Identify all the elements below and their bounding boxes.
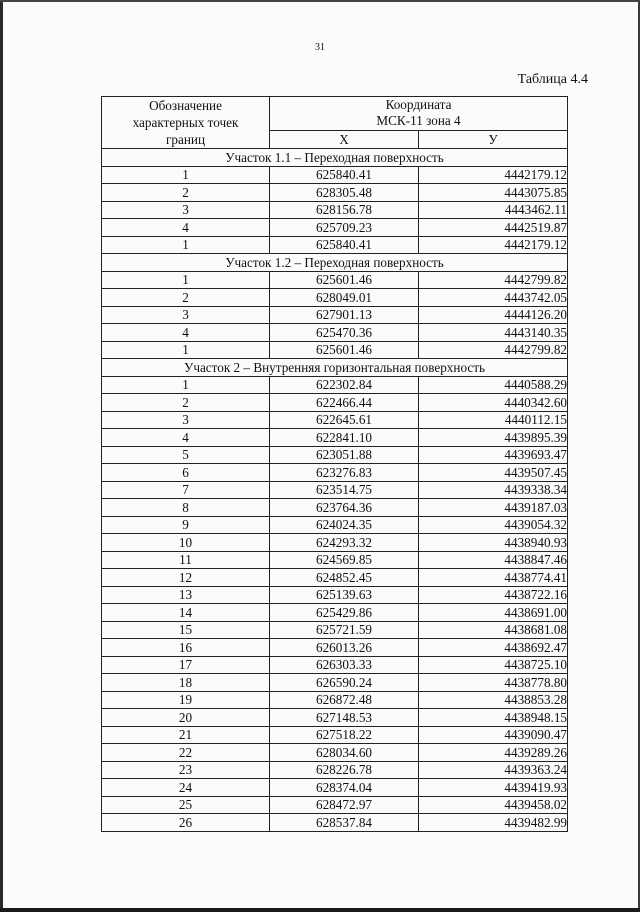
x-coordinate: 625429.86: [270, 604, 419, 622]
y-coordinate: 4439090.47: [419, 726, 568, 744]
x-coordinate: 626872.48: [270, 691, 419, 709]
x-coordinate: 624569.85: [270, 551, 419, 569]
page-number: 31: [315, 42, 325, 53]
section-title: Участок 2 – Внутренняя горизонтальная поверхность: [102, 359, 568, 377]
point-number: 26: [102, 814, 270, 832]
point-number: 7: [102, 481, 270, 499]
section-row: [102, 149, 568, 167]
table-row: [102, 551, 568, 569]
point-number: 1: [102, 236, 270, 254]
table-row: [102, 481, 568, 499]
table-row: [102, 761, 568, 779]
y-coordinate: 4438847.46: [419, 551, 568, 569]
point-number: 22: [102, 744, 270, 762]
y-coordinate: 4438948.15: [419, 709, 568, 727]
point-number: 23: [102, 761, 270, 779]
table-row: [102, 219, 568, 237]
x-coordinate: 624852.45: [270, 569, 419, 587]
y-coordinate: 4443462.11: [419, 201, 568, 219]
y-coordinate: 4438681.08: [419, 621, 568, 639]
y-coordinate: 4439693.47: [419, 446, 568, 464]
y-coordinate: 4442799.82: [419, 341, 568, 359]
x-coordinate: 626303.33: [270, 656, 419, 674]
point-number: 5: [102, 446, 270, 464]
point-number: 18: [102, 674, 270, 692]
point-number: 3: [102, 201, 270, 219]
table-row: [102, 744, 568, 762]
table-row: [102, 779, 568, 797]
point-number: 19: [102, 691, 270, 709]
y-coordinate: 4442179.12: [419, 236, 568, 254]
table-row: [102, 499, 568, 517]
point-number: 12: [102, 569, 270, 587]
table-row: [102, 166, 568, 184]
table-row: [102, 324, 568, 342]
point-number: 3: [102, 411, 270, 429]
scan-border-bottom: [0, 908, 640, 912]
table-row: [102, 814, 568, 832]
table-row: [102, 674, 568, 692]
x-coordinate: 624024.35: [270, 516, 419, 534]
x-coordinate: 625709.23: [270, 219, 419, 237]
y-coordinate: 4438725.10: [419, 656, 568, 674]
table-row: [102, 306, 568, 324]
point-number: 2: [102, 289, 270, 307]
x-coordinate: 625721.59: [270, 621, 419, 639]
x-coordinate: 628374.04: [270, 779, 419, 797]
table-row: [102, 691, 568, 709]
x-coordinate: 626013.26: [270, 639, 419, 657]
y-coordinate: 4442519.87: [419, 219, 568, 237]
y-coordinate: 4440112.15: [419, 411, 568, 429]
y-coordinate: 4439187.03: [419, 499, 568, 517]
x-coordinate: 626590.24: [270, 674, 419, 692]
table-row: [102, 184, 568, 202]
table-row: [102, 376, 568, 394]
y-coordinate: 4438722.16: [419, 586, 568, 604]
y-coordinate: 4439419.93: [419, 779, 568, 797]
header-row: [102, 97, 568, 131]
table-row: [102, 411, 568, 429]
point-number: 24: [102, 779, 270, 797]
point-number: 2: [102, 184, 270, 202]
designation-line: границ: [165, 132, 206, 147]
x-column-header: X: [270, 130, 419, 148]
y-coordinate: 4438774.41: [419, 569, 568, 587]
y-coordinate: 4439895.39: [419, 429, 568, 447]
y-coordinate: 4444126.20: [419, 306, 568, 324]
section-title: Участок 1.1 – Переходная поверхность: [102, 149, 568, 167]
point-number: 9: [102, 516, 270, 534]
table-row: [102, 586, 568, 604]
coordinates-table: [101, 96, 568, 832]
table-row: [102, 464, 568, 482]
y-coordinate: 4438778.80: [419, 674, 568, 692]
section-row: [102, 254, 568, 272]
x-coordinate: 623276.83: [270, 464, 419, 482]
y-column-header: У: [419, 130, 568, 148]
table-row: [102, 639, 568, 657]
x-coordinate: 628305.48: [270, 184, 419, 202]
y-coordinate: 4439363.24: [419, 761, 568, 779]
x-coordinate: 628472.97: [270, 796, 419, 814]
point-number: 4: [102, 219, 270, 237]
point-number: 25: [102, 796, 270, 814]
table-row: [102, 516, 568, 534]
table-row: [102, 796, 568, 814]
y-coordinate: 4443140.35: [419, 324, 568, 342]
table-row: [102, 604, 568, 622]
table-header: [102, 97, 568, 149]
point-number: 1: [102, 271, 270, 289]
y-coordinate: 4438940.93: [419, 534, 568, 552]
table-row: [102, 656, 568, 674]
designation-header: [102, 97, 270, 149]
x-coordinate: 622645.61: [270, 411, 419, 429]
x-coordinate: 628049.01: [270, 289, 419, 307]
table-row: [102, 341, 568, 359]
x-coordinate: 622841.10: [270, 429, 419, 447]
point-number: 21: [102, 726, 270, 744]
point-number: 4: [102, 429, 270, 447]
section-row: [102, 359, 568, 377]
point-number: 2: [102, 394, 270, 412]
table-row: [102, 429, 568, 447]
coordinate-line: Координата: [385, 97, 452, 113]
scan-border-top: [0, 0, 640, 2]
x-coordinate: 627518.22: [270, 726, 419, 744]
x-coordinate: 628537.84: [270, 814, 419, 832]
point-number: 15: [102, 621, 270, 639]
y-coordinate: 4439338.34: [419, 481, 568, 499]
table-row: [102, 534, 568, 552]
y-coordinate: 4440588.29: [419, 376, 568, 394]
table-row: [102, 271, 568, 289]
x-coordinate: 623051.88: [270, 446, 419, 464]
point-number: 11: [102, 551, 270, 569]
x-coordinate: 625470.36: [270, 324, 419, 342]
coordinate-line: МСК-11 зона 4: [376, 113, 461, 129]
point-number: 6: [102, 464, 270, 482]
y-coordinate: 4439482.99: [419, 814, 568, 832]
x-coordinate: 624293.32: [270, 534, 419, 552]
x-coordinate: 628156.78: [270, 201, 419, 219]
x-coordinate: 622466.44: [270, 394, 419, 412]
point-number: 13: [102, 586, 270, 604]
scan-border-left: [0, 0, 3, 912]
x-coordinate: 628226.78: [270, 761, 419, 779]
table-row: [102, 446, 568, 464]
table-caption: Таблица 4.4: [517, 72, 588, 87]
y-coordinate: 4438853.28: [419, 691, 568, 709]
table-body: [102, 149, 568, 832]
x-coordinate: 625601.46: [270, 271, 419, 289]
coordinate-header: [270, 97, 568, 131]
point-number: 8: [102, 499, 270, 517]
point-number: 1: [102, 166, 270, 184]
y-coordinate: 4438691.00: [419, 604, 568, 622]
point-number: 3: [102, 306, 270, 324]
x-coordinate: 628034.60: [270, 744, 419, 762]
y-coordinate: 4440342.60: [419, 394, 568, 412]
y-coordinate: 4443075.85: [419, 184, 568, 202]
x-coordinate: 627148.53: [270, 709, 419, 727]
point-number: 10: [102, 534, 270, 552]
y-coordinate: 4443742.05: [419, 289, 568, 307]
point-number: 14: [102, 604, 270, 622]
table-row: [102, 709, 568, 727]
section-title: Участок 1.2 – Переходная поверхность: [102, 254, 568, 272]
designation-line: характерных точек: [132, 115, 239, 130]
point-number: 16: [102, 639, 270, 657]
designation-line: Обозначение: [149, 98, 222, 113]
y-coordinate: 4439458.02: [419, 796, 568, 814]
y-coordinate: 4442799.82: [419, 271, 568, 289]
table-row: [102, 569, 568, 587]
point-number: 1: [102, 376, 270, 394]
table-row: [102, 726, 568, 744]
x-coordinate: 625601.46: [270, 341, 419, 359]
point-number: 1: [102, 341, 270, 359]
x-coordinate: 625840.41: [270, 166, 419, 184]
x-coordinate: 623764.36: [270, 499, 419, 517]
x-coordinate: 627901.13: [270, 306, 419, 324]
table-row: [102, 236, 568, 254]
x-coordinate: 625840.41: [270, 236, 419, 254]
y-coordinate: 4442179.12: [419, 166, 568, 184]
y-coordinate: 4438692.47: [419, 639, 568, 657]
x-coordinate: 625139.63: [270, 586, 419, 604]
table-row: [102, 621, 568, 639]
point-number: 17: [102, 656, 270, 674]
y-coordinate: 4439507.45: [419, 464, 568, 482]
table-row: [102, 201, 568, 219]
point-number: 4: [102, 324, 270, 342]
table-row: [102, 394, 568, 412]
x-coordinate: 622302.84: [270, 376, 419, 394]
table-row: [102, 289, 568, 307]
point-number: 20: [102, 709, 270, 727]
y-coordinate: 4439289.26: [419, 744, 568, 762]
y-coordinate: 4439054.32: [419, 516, 568, 534]
x-coordinate: 623514.75: [270, 481, 419, 499]
